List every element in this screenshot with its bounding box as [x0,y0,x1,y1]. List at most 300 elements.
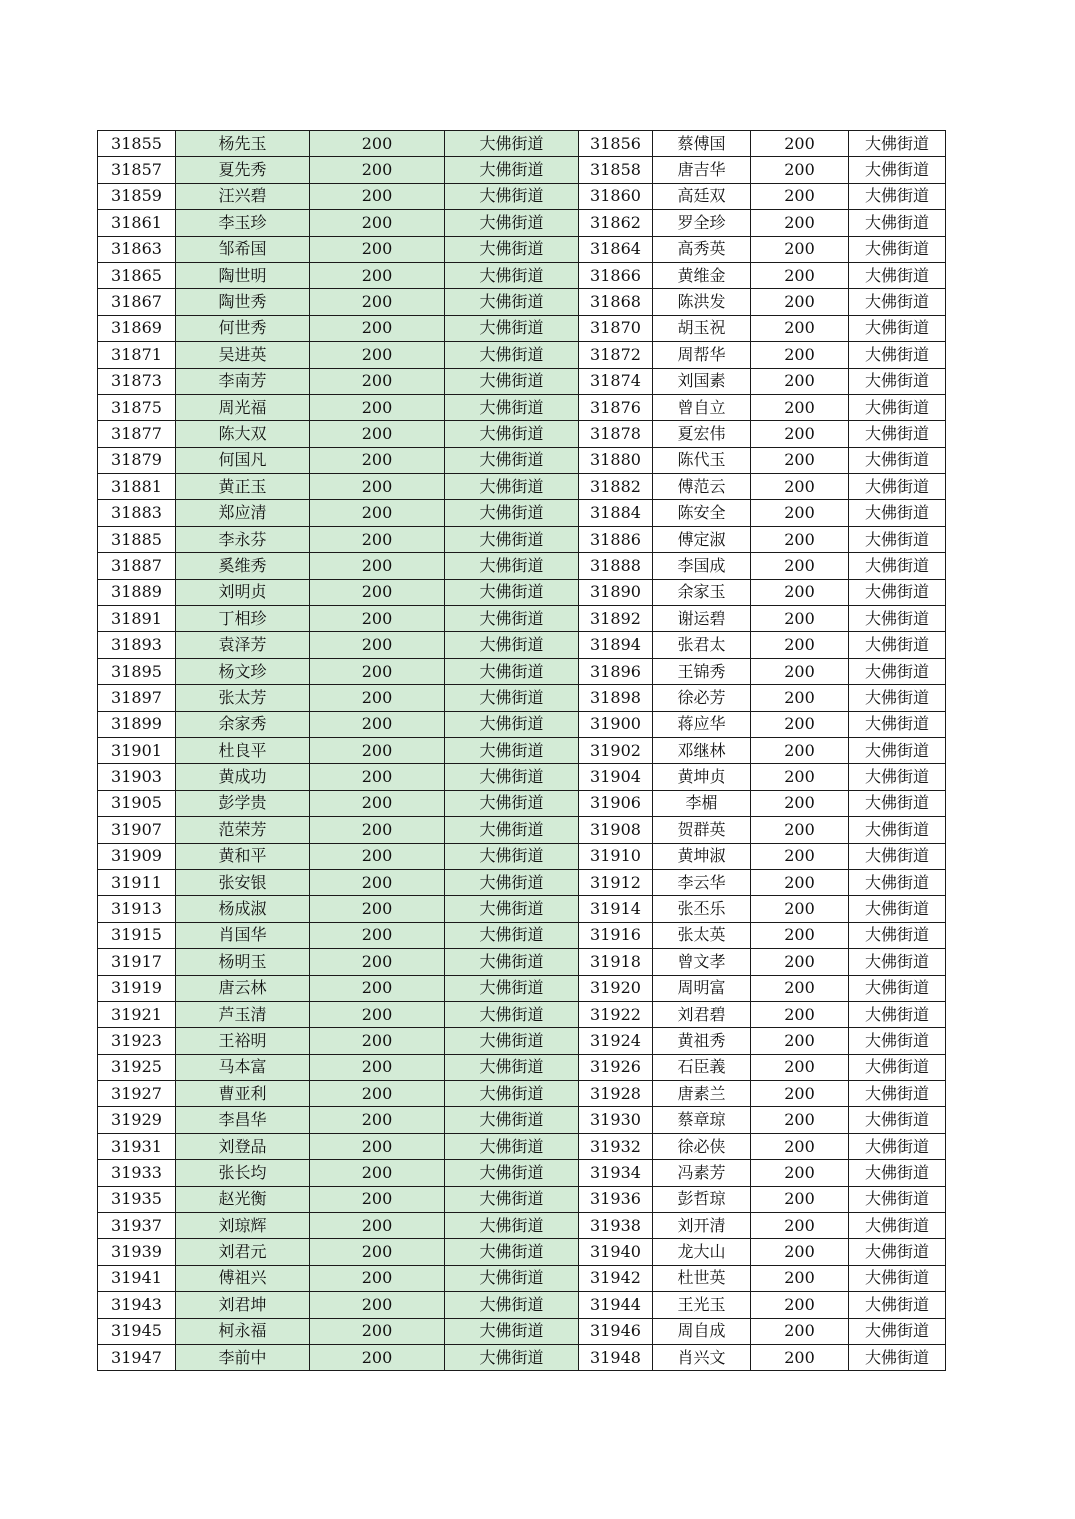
cell-name-right: 刘君碧 [653,1001,751,1027]
cell-amount-right: 200 [751,1107,849,1133]
cell-name-right: 唐吉华 [653,157,751,183]
cell-amount-left: 200 [310,1054,445,1080]
cell-area-left: 大佛街道 [445,658,579,684]
cell-id-left: 31911 [98,869,176,895]
cell-id-left: 31945 [98,1318,176,1344]
data-table [97,130,946,1371]
cell-name-left: 汪兴碧 [176,183,310,209]
cell-id-right: 31900 [579,711,653,737]
cell-amount-right: 200 [751,1133,849,1159]
cell-amount-left: 200 [310,606,445,632]
cell-amount-left: 200 [310,1133,445,1159]
cell-area-left: 大佛街道 [445,421,579,447]
cell-id-left: 31933 [98,1160,176,1186]
table-row [98,236,946,262]
cell-amount-right: 200 [751,157,849,183]
cell-name-left: 赵光衡 [176,1186,310,1212]
table-row [98,1213,946,1239]
cell-name-left: 芦玉清 [176,1001,310,1027]
cell-area-left: 大佛街道 [445,764,579,790]
cell-area-right: 大佛街道 [849,131,946,157]
cell-amount-left: 200 [310,553,445,579]
cell-name-right: 黄坤贞 [653,764,751,790]
cell-amount-right: 200 [751,447,849,473]
cell-name-right: 肖兴文 [653,1344,751,1370]
cell-area-right: 大佛街道 [849,1292,946,1318]
cell-area-right: 大佛街道 [849,1001,946,1027]
cell-area-right: 大佛街道 [849,157,946,183]
cell-id-left: 31917 [98,949,176,975]
cell-name-left: 陶世秀 [176,289,310,315]
cell-area-left: 大佛街道 [445,817,579,843]
cell-area-right: 大佛街道 [849,553,946,579]
cell-amount-right: 200 [751,421,849,447]
cell-name-right: 谢运碧 [653,606,751,632]
cell-name-left: 邹希国 [176,236,310,262]
cell-area-right: 大佛街道 [849,606,946,632]
cell-area-left: 大佛街道 [445,790,579,816]
cell-amount-right: 200 [751,1160,849,1186]
cell-id-right: 31908 [579,817,653,843]
cell-id-right: 31934 [579,1160,653,1186]
cell-area-right: 大佛街道 [849,1265,946,1291]
cell-area-left: 大佛街道 [445,262,579,288]
cell-amount-right: 200 [751,342,849,368]
cell-amount-left: 200 [310,342,445,368]
cell-area-left: 大佛街道 [445,526,579,552]
cell-id-left: 31927 [98,1081,176,1107]
cell-area-right: 大佛街道 [849,183,946,209]
cell-name-right: 张太英 [653,922,751,948]
cell-area-left: 大佛街道 [445,1160,579,1186]
cell-area-left: 大佛街道 [445,131,579,157]
cell-name-right: 曾自立 [653,394,751,420]
cell-name-right: 傅范云 [653,474,751,500]
cell-area-left: 大佛街道 [445,289,579,315]
table-row [98,1054,946,1080]
cell-area-left: 大佛街道 [445,1186,579,1212]
cell-id-left: 31905 [98,790,176,816]
cell-id-right: 31892 [579,606,653,632]
cell-name-right: 徐必侠 [653,1133,751,1159]
cell-area-right: 大佛街道 [849,685,946,711]
cell-id-left: 31877 [98,421,176,447]
cell-area-right: 大佛街道 [849,421,946,447]
cell-name-left: 李南芳 [176,368,310,394]
cell-id-left: 31865 [98,262,176,288]
table-row [98,975,946,1001]
cell-name-left: 张长均 [176,1160,310,1186]
cell-area-left: 大佛街道 [445,1239,579,1265]
cell-area-right: 大佛街道 [849,262,946,288]
cell-amount-left: 200 [310,790,445,816]
cell-amount-right: 200 [751,1054,849,1080]
cell-area-left: 大佛街道 [445,342,579,368]
cell-id-left: 31863 [98,236,176,262]
cell-id-left: 31891 [98,606,176,632]
cell-area-left: 大佛街道 [445,210,579,236]
table-row [98,1160,946,1186]
cell-id-left: 31919 [98,975,176,1001]
cell-name-left: 何国凡 [176,447,310,473]
cell-area-left: 大佛街道 [445,500,579,526]
cell-name-left: 黄和平 [176,843,310,869]
cell-area-left: 大佛街道 [445,685,579,711]
cell-area-left: 大佛街道 [445,1081,579,1107]
cell-id-left: 31909 [98,843,176,869]
cell-id-left: 31923 [98,1028,176,1054]
cell-id-left: 31947 [98,1344,176,1370]
cell-name-right: 刘国素 [653,368,751,394]
table-row [98,1028,946,1054]
cell-id-right: 31940 [579,1239,653,1265]
cell-area-right: 大佛街道 [849,1344,946,1370]
cell-area-right: 大佛街道 [849,817,946,843]
cell-id-left: 31937 [98,1213,176,1239]
cell-area-left: 大佛街道 [445,949,579,975]
cell-id-left: 31943 [98,1292,176,1318]
cell-id-left: 31925 [98,1054,176,1080]
table-row [98,289,946,315]
cell-id-left: 31897 [98,685,176,711]
cell-amount-right: 200 [751,737,849,763]
cell-area-right: 大佛街道 [849,315,946,341]
cell-amount-left: 200 [310,685,445,711]
cell-amount-left: 200 [310,1265,445,1291]
table-row [98,1239,946,1265]
cell-id-right: 31864 [579,236,653,262]
cell-id-right: 31890 [579,579,653,605]
cell-amount-right: 200 [751,949,849,975]
cell-id-right: 31876 [579,394,653,420]
cell-name-right: 张君太 [653,632,751,658]
cell-amount-left: 200 [310,632,445,658]
cell-name-left: 刘琼辉 [176,1213,310,1239]
cell-amount-right: 200 [751,131,849,157]
table-row [98,1107,946,1133]
cell-amount-right: 200 [751,922,849,948]
cell-amount-right: 200 [751,289,849,315]
cell-id-left: 31907 [98,817,176,843]
cell-id-right: 31880 [579,447,653,473]
cell-amount-right: 200 [751,685,849,711]
cell-id-right: 31856 [579,131,653,157]
cell-name-left: 刘君元 [176,1239,310,1265]
cell-amount-left: 200 [310,394,445,420]
cell-name-left: 夏先秀 [176,157,310,183]
cell-area-right: 大佛街道 [849,1186,946,1212]
cell-id-left: 31855 [98,131,176,157]
cell-amount-left: 200 [310,1107,445,1133]
cell-amount-left: 200 [310,210,445,236]
cell-area-left: 大佛街道 [445,1265,579,1291]
cell-amount-right: 200 [751,764,849,790]
cell-amount-right: 200 [751,368,849,394]
cell-id-left: 31889 [98,579,176,605]
cell-amount-left: 200 [310,1186,445,1212]
table-row [98,394,946,420]
cell-amount-left: 200 [310,1081,445,1107]
cell-area-right: 大佛街道 [849,790,946,816]
cell-area-right: 大佛街道 [849,1054,946,1080]
cell-amount-right: 200 [751,632,849,658]
cell-id-right: 31902 [579,737,653,763]
cell-id-left: 31861 [98,210,176,236]
cell-area-right: 大佛街道 [849,843,946,869]
cell-name-left: 黄正玉 [176,474,310,500]
cell-amount-left: 200 [310,1318,445,1344]
table-row [98,869,946,895]
cell-name-right: 周帮华 [653,342,751,368]
cell-area-left: 大佛街道 [445,1054,579,1080]
table-row [98,1081,946,1107]
cell-name-right: 罗全珍 [653,210,751,236]
cell-id-right: 31882 [579,474,653,500]
cell-area-right: 大佛街道 [849,1107,946,1133]
cell-amount-left: 200 [310,1213,445,1239]
cell-id-left: 31881 [98,474,176,500]
cell-name-right: 龙大山 [653,1239,751,1265]
cell-id-left: 31867 [98,289,176,315]
cell-area-left: 大佛街道 [445,711,579,737]
cell-id-left: 31873 [98,368,176,394]
cell-area-left: 大佛街道 [445,843,579,869]
cell-id-right: 31942 [579,1265,653,1291]
cell-amount-right: 200 [751,1265,849,1291]
cell-area-right: 大佛街道 [849,658,946,684]
cell-id-right: 31946 [579,1318,653,1344]
cell-area-right: 大佛街道 [849,1081,946,1107]
cell-area-left: 大佛街道 [445,975,579,1001]
cell-name-left: 刘明贞 [176,579,310,605]
cell-name-left: 马本富 [176,1054,310,1080]
cell-amount-left: 200 [310,869,445,895]
cell-name-left: 吴进英 [176,342,310,368]
cell-area-right: 大佛街道 [849,447,946,473]
cell-id-right: 31916 [579,922,653,948]
table-row [98,817,946,843]
cell-id-left: 31921 [98,1001,176,1027]
cell-amount-right: 200 [751,606,849,632]
cell-area-left: 大佛街道 [445,869,579,895]
cell-name-left: 杜良平 [176,737,310,763]
cell-id-left: 31901 [98,737,176,763]
table-row [98,157,946,183]
cell-amount-left: 200 [310,1160,445,1186]
cell-name-right: 曾文孝 [653,949,751,975]
cell-amount-left: 200 [310,183,445,209]
cell-area-right: 大佛街道 [849,1160,946,1186]
cell-id-left: 31857 [98,157,176,183]
cell-id-left: 31929 [98,1107,176,1133]
cell-name-right: 石臣義 [653,1054,751,1080]
cell-area-right: 大佛街道 [849,474,946,500]
cell-area-right: 大佛街道 [849,1133,946,1159]
cell-amount-left: 200 [310,157,445,183]
cell-id-left: 31935 [98,1186,176,1212]
cell-id-right: 31878 [579,421,653,447]
cell-amount-left: 200 [310,315,445,341]
cell-area-left: 大佛街道 [445,447,579,473]
cell-name-left: 周光福 [176,394,310,420]
cell-name-left: 黄成功 [176,764,310,790]
cell-id-right: 31868 [579,289,653,315]
cell-id-left: 31939 [98,1239,176,1265]
cell-amount-left: 200 [310,896,445,922]
cell-id-left: 31941 [98,1265,176,1291]
cell-id-right: 31914 [579,896,653,922]
cell-area-left: 大佛街道 [445,1213,579,1239]
table-row [98,262,946,288]
cell-amount-right: 200 [751,1028,849,1054]
cell-area-left: 大佛街道 [445,1028,579,1054]
cell-amount-left: 200 [310,817,445,843]
cell-area-left: 大佛街道 [445,632,579,658]
cell-id-left: 31859 [98,183,176,209]
cell-id-right: 31874 [579,368,653,394]
cell-area-right: 大佛街道 [849,869,946,895]
table-row [98,474,946,500]
cell-area-left: 大佛街道 [445,606,579,632]
cell-amount-left: 200 [310,764,445,790]
table-body [98,131,946,1371]
cell-name-right: 陈洪发 [653,289,751,315]
cell-name-right: 傅定淑 [653,526,751,552]
table-row [98,658,946,684]
cell-id-right: 31906 [579,790,653,816]
cell-area-left: 大佛街道 [445,1107,579,1133]
cell-amount-right: 200 [751,975,849,1001]
cell-name-right: 李国成 [653,553,751,579]
cell-area-right: 大佛街道 [849,342,946,368]
cell-amount-right: 200 [751,817,849,843]
cell-name-left: 曹亚利 [176,1081,310,1107]
cell-area-right: 大佛街道 [849,764,946,790]
cell-name-right: 彭哲琼 [653,1186,751,1212]
cell-id-right: 31910 [579,843,653,869]
cell-area-right: 大佛街道 [849,737,946,763]
table-row [98,922,946,948]
cell-amount-right: 200 [751,262,849,288]
cell-name-left: 王裕明 [176,1028,310,1054]
cell-area-left: 大佛街道 [445,737,579,763]
table-row [98,606,946,632]
cell-amount-right: 200 [751,1318,849,1344]
table-row [98,1344,946,1370]
cell-area-right: 大佛街道 [849,1239,946,1265]
cell-id-right: 31948 [579,1344,653,1370]
cell-name-right: 高秀英 [653,236,751,262]
cell-id-right: 31928 [579,1081,653,1107]
cell-name-left: 彭学贵 [176,790,310,816]
cell-name-right: 黄坤淑 [653,843,751,869]
cell-id-left: 31915 [98,922,176,948]
cell-amount-right: 200 [751,526,849,552]
cell-name-right: 王锦秀 [653,658,751,684]
cell-name-right: 李楣 [653,790,751,816]
cell-amount-left: 200 [310,711,445,737]
cell-name-left: 郑应清 [176,500,310,526]
table-row [98,764,946,790]
cell-id-right: 31912 [579,869,653,895]
cell-name-left: 李前中 [176,1344,310,1370]
table-row [98,843,946,869]
cell-name-right: 余家玉 [653,579,751,605]
cell-amount-right: 200 [751,579,849,605]
table-row [98,210,946,236]
cell-area-left: 大佛街道 [445,1133,579,1159]
cell-area-left: 大佛街道 [445,1292,579,1318]
table-row [98,711,946,737]
cell-amount-left: 200 [310,1344,445,1370]
cell-area-left: 大佛街道 [445,922,579,948]
cell-id-right: 31872 [579,342,653,368]
cell-area-left: 大佛街道 [445,183,579,209]
cell-amount-left: 200 [310,1001,445,1027]
cell-id-right: 31922 [579,1001,653,1027]
cell-area-left: 大佛街道 [445,368,579,394]
cell-name-left: 杨明玉 [176,949,310,975]
cell-area-left: 大佛街道 [445,579,579,605]
cell-name-left: 陈大双 [176,421,310,447]
cell-name-left: 余家秀 [176,711,310,737]
table-row [98,1186,946,1212]
cell-area-left: 大佛街道 [445,236,579,262]
cell-amount-right: 200 [751,1292,849,1318]
table-row [98,1292,946,1318]
cell-name-left: 李玉珍 [176,210,310,236]
cell-area-left: 大佛街道 [445,1318,579,1344]
cell-id-left: 31869 [98,315,176,341]
table-row [98,183,946,209]
cell-id-left: 31895 [98,658,176,684]
cell-amount-right: 200 [751,315,849,341]
cell-area-left: 大佛街道 [445,896,579,922]
cell-area-right: 大佛街道 [849,579,946,605]
table-row [98,342,946,368]
cell-name-right: 刘开清 [653,1213,751,1239]
cell-amount-right: 200 [751,896,849,922]
cell-id-right: 31898 [579,685,653,711]
cell-area-right: 大佛街道 [849,1318,946,1344]
cell-amount-right: 200 [751,658,849,684]
table-row [98,737,946,763]
cell-id-left: 31875 [98,394,176,420]
cell-area-right: 大佛街道 [849,632,946,658]
cell-id-left: 31871 [98,342,176,368]
cell-amount-left: 200 [310,421,445,447]
table-row [98,579,946,605]
cell-amount-right: 200 [751,790,849,816]
cell-amount-left: 200 [310,922,445,948]
cell-id-right: 31884 [579,500,653,526]
cell-name-left: 奚维秀 [176,553,310,579]
cell-amount-left: 200 [310,262,445,288]
cell-id-left: 31913 [98,896,176,922]
cell-id-right: 31920 [579,975,653,1001]
cell-area-right: 大佛街道 [849,1213,946,1239]
cell-name-left: 刘登品 [176,1133,310,1159]
cell-name-left: 袁泽芳 [176,632,310,658]
cell-area-right: 大佛街道 [849,236,946,262]
cell-id-left: 31931 [98,1133,176,1159]
table-row [98,632,946,658]
cell-id-right: 31860 [579,183,653,209]
cell-amount-left: 200 [310,368,445,394]
cell-id-right: 31894 [579,632,653,658]
cell-name-right: 周明富 [653,975,751,1001]
cell-area-right: 大佛街道 [849,711,946,737]
